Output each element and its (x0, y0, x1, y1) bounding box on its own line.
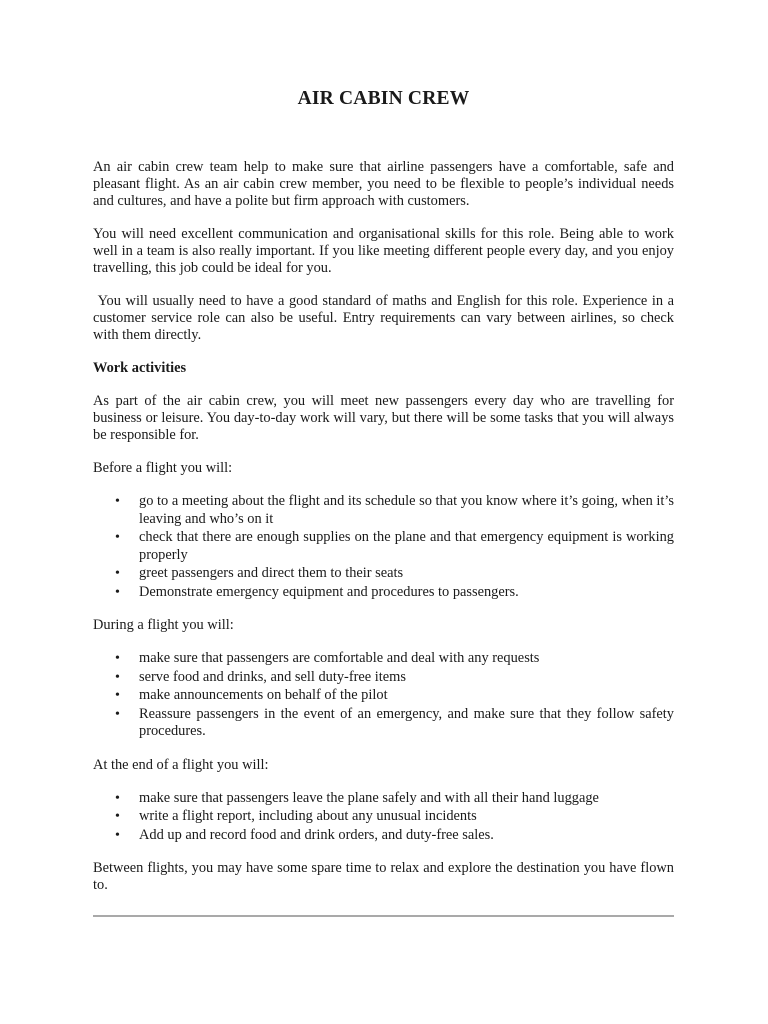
bullet-icon: • (115, 790, 120, 806)
bullet-icon: • (115, 706, 120, 722)
bullet-icon: • (115, 827, 120, 843)
list-item (93, 529, 674, 564)
list-item-text: make sure that passengers are comfortable and deal with any requests (139, 650, 540, 666)
list-item (93, 669, 674, 687)
list-item (93, 790, 674, 808)
bullet-icon: • (115, 651, 120, 666)
work-activities-heading: Work activities (93, 360, 187, 376)
before-flight-lead: Before a flight you will: (93, 460, 233, 476)
footer-divider (93, 915, 674, 917)
before-flight-list (93, 493, 674, 601)
end-flight-lead: At the end of a flight you will: (93, 756, 269, 773)
bullet-icon: • (115, 669, 120, 685)
list-item (93, 808, 674, 826)
during-flight-list (93, 650, 674, 741)
bullet-icon: • (115, 494, 120, 509)
list-item (93, 584, 674, 602)
during-flight-lead: During a flight you will: (93, 617, 234, 633)
list-item (93, 493, 674, 528)
bullet-icon: • (115, 566, 120, 581)
list-item-text: make announcements on behalf of the pilot (139, 687, 388, 703)
list-item-text: check that there are enough supplies on the plane and that emergency equipment is working properly (139, 529, 674, 563)
list-item-text: Demonstrate emergency equipment and procedures to passengers. (139, 583, 519, 600)
list-item-text: write a flight report, including about any unusual incidents (139, 808, 477, 824)
document-title: AIR CABIN CREW (297, 88, 470, 109)
list-item (93, 827, 674, 845)
list-item (93, 706, 674, 741)
list-item-text: greet passengers and direct them to their seats (139, 565, 404, 581)
list-item-text: Add up and record food and drink orders, and duty-free sales. (139, 826, 494, 843)
list-item (93, 650, 674, 668)
list-item-text: go to a meeting about the flight and its schedule so that you know where it’s going, when it’s leaving and who’s on it (139, 493, 674, 527)
document-page (93, 88, 678, 910)
list-item-text: serve food and drinks, and sell duty-free items (139, 668, 406, 685)
list-item (93, 565, 674, 583)
list-item-text: make sure that passengers leave the plane safely and with all their hand luggage (139, 789, 599, 806)
intro-paragraph-3: You will usually need to have a good standard of maths and English for this role. Experience in a customer service role can also be useful. Entry requirements can vary between airlines, so check with them directly. (93, 293, 678, 343)
work-intro-paragraph: As part of the air cabin crew, you will meet new passengers every day who are travelling for business or leisure. You day-to-day work will vary, but there will be some tasks that you will always be responsible for. (93, 393, 674, 443)
intro-paragraph-1: An air cabin crew team help to make sure that airline passengers have a comfortable, safe and pleasant flight. As an air cabin crew member, you need to be flexible to people’s individual needs and cultures, and have a polite but firm approach with customers. (93, 159, 674, 209)
bullet-icon: • (115, 584, 120, 600)
list-item (93, 687, 674, 705)
list-item-text: Reassure passengers in the event of an emergency, and make sure that they follow safety procedures. (139, 705, 674, 739)
intro-paragraph-2: You will need excellent communication and organisational skills for this role. Being able to work well in a team is also really important. If you like meeting different people every day, and you enjoy travelling, this job could be ideal for you. (93, 226, 674, 276)
bullet-icon: • (115, 688, 120, 703)
closing-paragraph: Between flights, you may have some spare time to relax and explore the destination you have flown to. (93, 860, 674, 893)
end-flight-list (93, 790, 674, 845)
bullet-icon: • (115, 809, 120, 824)
bullet-icon: • (115, 530, 120, 545)
